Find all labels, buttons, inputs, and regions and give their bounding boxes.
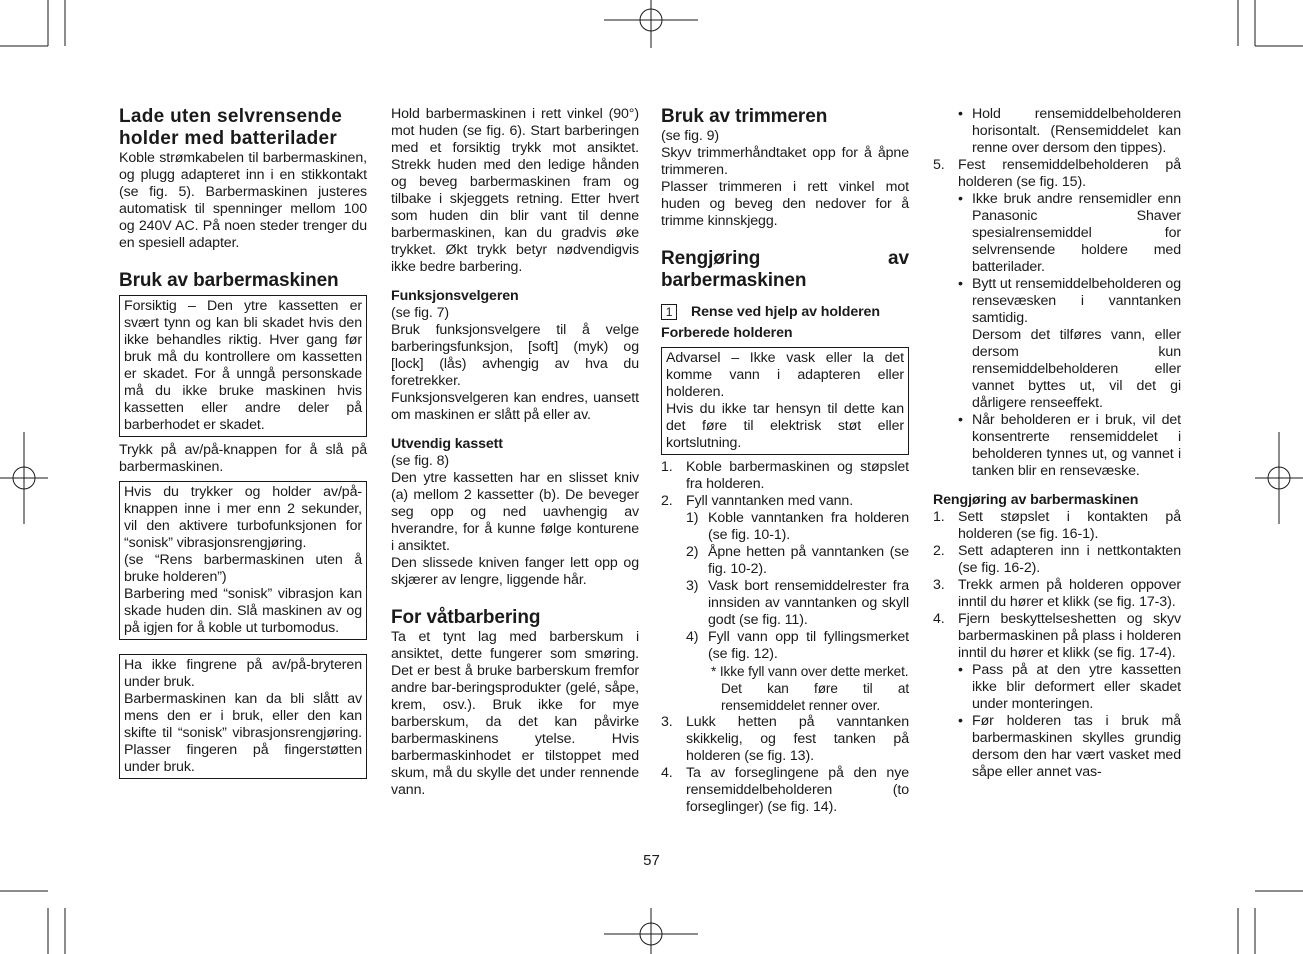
heading-using-shaver: Bruk av barbermaskinen <box>119 270 339 291</box>
turbo-note-box <box>119 481 367 640</box>
list-number: 3) <box>686 578 699 594</box>
warning-text-b: Hvis du ikke tar hensyn til dette kan det føre til elektrisk støt eller kortslutning. <box>666 401 904 451</box>
bullet-text-group <box>972 276 1181 412</box>
bullet-text: Ikke bruk andre rensemidler enn Panasonic Shaver spesialrensemiddel for selvrensende holdere med batterilader. <box>972 191 1181 275</box>
list-text: Fest rensemiddelbeholderen på holderen (se fig. 15). <box>958 157 1181 190</box>
column-3 <box>661 106 909 816</box>
bullet-text: Dersom det tilføres vann, eller dersom kun rensemiddelbeholderen eller vannet byttes ut, vil det gi dårligere renseeffekt. <box>972 327 1181 411</box>
list-text: Åpne hetten på vanntanken (se fig. 10-2). <box>708 544 909 577</box>
sub-list-item <box>686 510 909 544</box>
list-number: 2) <box>686 544 699 560</box>
bullet-glyph: • <box>958 412 963 428</box>
list-item <box>933 543 1181 577</box>
list-item <box>661 459 909 493</box>
turbo-note-text-a: Hvis du trykker og holder av/på-knappen inne i mer enn 2 sekunder, vil den aktivere turbofunksjonen for “sonisk” vibrasjonsrengjøring. <box>124 484 362 551</box>
bullet-glyph: • <box>958 106 963 122</box>
paragraph-function-selector: Bruk funksjonsvelgere til å velge barberingsfunksjon, [soft] (myk) og [lock] (lås) avhengig av hva du foretrekker. <box>391 322 639 389</box>
bullet-glyph: • <box>958 276 963 292</box>
ref-fig-9: (se fig. 9) <box>661 128 720 144</box>
bullet-text: Før holderen tas i bruk må barbermaskinen skylles grundig dersom den har vært vasket med såpe eller annet vas- <box>972 713 1181 780</box>
paragraph-charging: Koble strømkabelen til barbermaskinen, og plugg adapteret inn i en stikkontakt (se fig. 5). Barbermaskinen justeres automatisk til spenninger mellom 100 og 240V AC. På noen steder trenger du en spesiell adapter. <box>119 150 367 251</box>
sub-list-item <box>686 629 909 663</box>
list-text: Ta av forseglingene på den nye rensemiddelbeholderen (to forseglinger) (se fig. 14). <box>686 765 909 815</box>
section-cleaning-holder <box>661 304 909 321</box>
heading-function-selector: Funksjonsvelgeren <box>391 288 519 304</box>
bullet-text: Når beholderen er i bruk, vil det konsentrerte rensemiddelet i beholderen tynnes ut, og vannet i tanken blir en rensevæske. <box>972 412 1181 479</box>
list-number: 1) <box>686 510 699 526</box>
paragraph-trimmer-open: Skyv trimmerhåndtaket opp for å åpne trimmeren. <box>661 145 909 178</box>
section-number: 1 <box>661 304 677 320</box>
bullet-item <box>958 191 1181 276</box>
paragraph-function-selector-2: Funksjonsvelgeren kan endres, uansett om maskinen er slått på eller av. <box>391 390 639 423</box>
list-number: 1. <box>933 509 945 525</box>
bullet-glyph: • <box>958 713 963 729</box>
list-text: Sett støpslet i kontakten på holderen (se fig. 16-1). <box>958 509 1181 542</box>
column-4 <box>933 106 1181 781</box>
list-item <box>933 157 1181 191</box>
list-number: 4. <box>933 611 945 627</box>
list-text: Trekk armen på holderen oppover inntil du hører et klikk (se fig. 17-3). <box>958 577 1181 610</box>
list-number: 4. <box>661 765 673 781</box>
bullet-item <box>958 276 1181 412</box>
bullet-text: Bytt ut rensemiddelbeholderen og rensevæsken i vanntanken samtidig. <box>972 276 1181 326</box>
list-number: 3. <box>661 714 673 730</box>
turbo-note-text-c: Barbering med “sonisk” vibrasjon kan skade huden din. Slå maskinen av og på igjen for å koble ut turbomodus. <box>124 586 362 636</box>
warning-box <box>661 347 909 455</box>
heading-cleaning: Rengjøring av barbermaskinen <box>661 248 909 291</box>
bullet-item <box>958 106 1181 157</box>
paragraph-shaving-angle: Hold barbermaskinen i rett vinkel (90°) mot huden (se fig. 6). Start barberingen med et forsiktig trykk mot ansiktet. Strekk huden med den ledige hånden og beveg barbermaskinen fram og tilbake i skjeggets retning. Etter hvert som huden din blir vant til denne barbermaskinen, kan du gradvis øke trykket. Økt trykk betyr nødvendigvis ikke bedre barbering. <box>391 106 639 275</box>
heading-outer-cassette: Utvendig kassett <box>391 436 503 452</box>
heading-cleaning-shaver: Rengjøring av barbermaskinen <box>933 492 1139 508</box>
paragraph-trimmer-use: Plasser trimmeren i rett vinkel mot huden og beveg den nedover for å trimme kinnskjegg. <box>661 179 909 229</box>
list-text: Sett adapteren inn i nettkontakten (se fig. 16-2). <box>958 543 1181 576</box>
paragraph-outer-cassette: Den ytre kassetten har en slisset kniv (a) mellom 2 kassetter (b). De beveger seg opp og ned uavhengig av hverandre, for å kunne følge konturene i ansiktet. <box>391 470 639 554</box>
paragraph-power-button: Trykk på av/på-knappen for å slå på barbermaskinen. <box>119 442 367 475</box>
ref-fig-8: (se fig. 8) <box>391 453 450 469</box>
bullet-glyph: • <box>958 662 963 678</box>
list-number: 4) <box>686 629 699 645</box>
list-item <box>661 765 909 816</box>
list-text: Vask bort rensemiddelrester fra innsiden av vanntanken og skyll godt (se fig. 11). <box>708 578 909 628</box>
warning-text-a: Advarsel – Ikke vask eller la det komme vann i adapteren eller holderen. <box>666 350 904 400</box>
list-number: 5. <box>933 157 945 173</box>
finger-note-box <box>119 654 367 779</box>
turbo-note-text-b: (se “Rens barbermaskinen uten å bruke holderen”) <box>124 552 362 585</box>
heading-wet-shaving: For våtbarbering <box>391 607 541 628</box>
list-item <box>933 509 1181 543</box>
list-number: 1. <box>661 459 673 475</box>
bullet-text: Hold rensemiddelbeholderen horisontalt. (Rensemiddelet kan renne over dersom den tippes). <box>972 106 1181 156</box>
column-1 <box>119 106 367 783</box>
caution-box <box>119 295 367 437</box>
list-number: 3. <box>933 577 945 593</box>
bullet-glyph: • <box>958 191 963 207</box>
sub-list-item <box>686 544 909 578</box>
bullet-item <box>958 662 1181 713</box>
list-number: 2. <box>661 493 673 509</box>
caution-text: Forsiktig – Den ytre kassetten er svært tynn og kan bli skadet hvis den ikke behandles riktig. Hver gang før bruk må du kontrollere om kassetten er skadet. For å unngå personskade må du ikke bruke maskinen hvis kassetten eller andre deler på barberhodet er skadet. <box>124 298 362 433</box>
section-title: Rense ved hjelp av holderen <box>691 304 880 320</box>
list-text: Fyll vann opp til fyllingsmerket (se fig. 12). <box>708 629 909 662</box>
bullet-item <box>958 412 1181 480</box>
list-item <box>933 611 1181 662</box>
list-text: Lukk hetten på vanntanken skikkelig, og fest tanken på holderen (se fig. 13). <box>686 714 909 764</box>
list-text: Koble vanntanken fra holderen (se fig. 10-1). <box>708 510 909 543</box>
list-item <box>661 714 909 765</box>
list-item <box>661 493 909 510</box>
column-2 <box>391 106 639 799</box>
sub-list-item <box>686 578 909 629</box>
ref-fig-7: (se fig. 7) <box>391 305 450 321</box>
note-overflow: Det kan føre til at rensemiddelet renner over. <box>721 681 909 713</box>
list-number: 2. <box>933 543 945 559</box>
bullet-item <box>958 713 1181 781</box>
note-fill-limit: * Ikke fyll vann over dette merket. <box>711 664 909 679</box>
bullet-text: Pass på at den ytre kassetten ikke blir deformert eller skadet under monteringen. <box>972 662 1181 712</box>
paragraph-slit-blade: Den slissede kniven fanger lett opp og skjærer av lengre, liggende hår. <box>391 555 639 588</box>
list-text: Fyll vanntanken med vann. <box>686 493 854 509</box>
heading-charging: Lade uten selvrensende holder med batterilader <box>119 106 343 149</box>
list-text: Fjern beskyttelseshetten og skyv barbermaskinen på plass i holderen inntil du hører et klikk (se fig. 17-4). <box>958 611 1181 661</box>
finger-note-text-a: Ha ikke fingrene på av/på-bryteren under bruk. <box>124 657 362 690</box>
paragraph-wet-shaving: Ta et tynt lag med barberskum i ansiktet, dette fungerer som smøring. Det er best å bruke barberskum fremfor andre bar-beringsprodukter (gelé, såpe, krem, osv.). Bruk ikke for mye barberskum, da det kan påvirke barbermaskinens ytelse. Hvis barbermaskinhodet er tilstoppet med skum, må du skylle det under rennende vann. <box>391 629 639 798</box>
heading-prepare-holder: Forberede holderen <box>661 325 793 341</box>
page-number: 57 <box>643 852 660 869</box>
finger-note-text-b: Barbermaskinen kan da bli slått av mens den er i bruk, eller den kan skifte til “sonisk” vibrasjonsrengjøring. Plasser fingeren på fingerstøtten under bruk. <box>124 691 362 775</box>
list-text: Koble barbermaskinen og støpslet fra holderen. <box>686 459 909 492</box>
heading-trimmer: Bruk av trimmeren <box>661 106 828 127</box>
list-item <box>933 577 1181 611</box>
